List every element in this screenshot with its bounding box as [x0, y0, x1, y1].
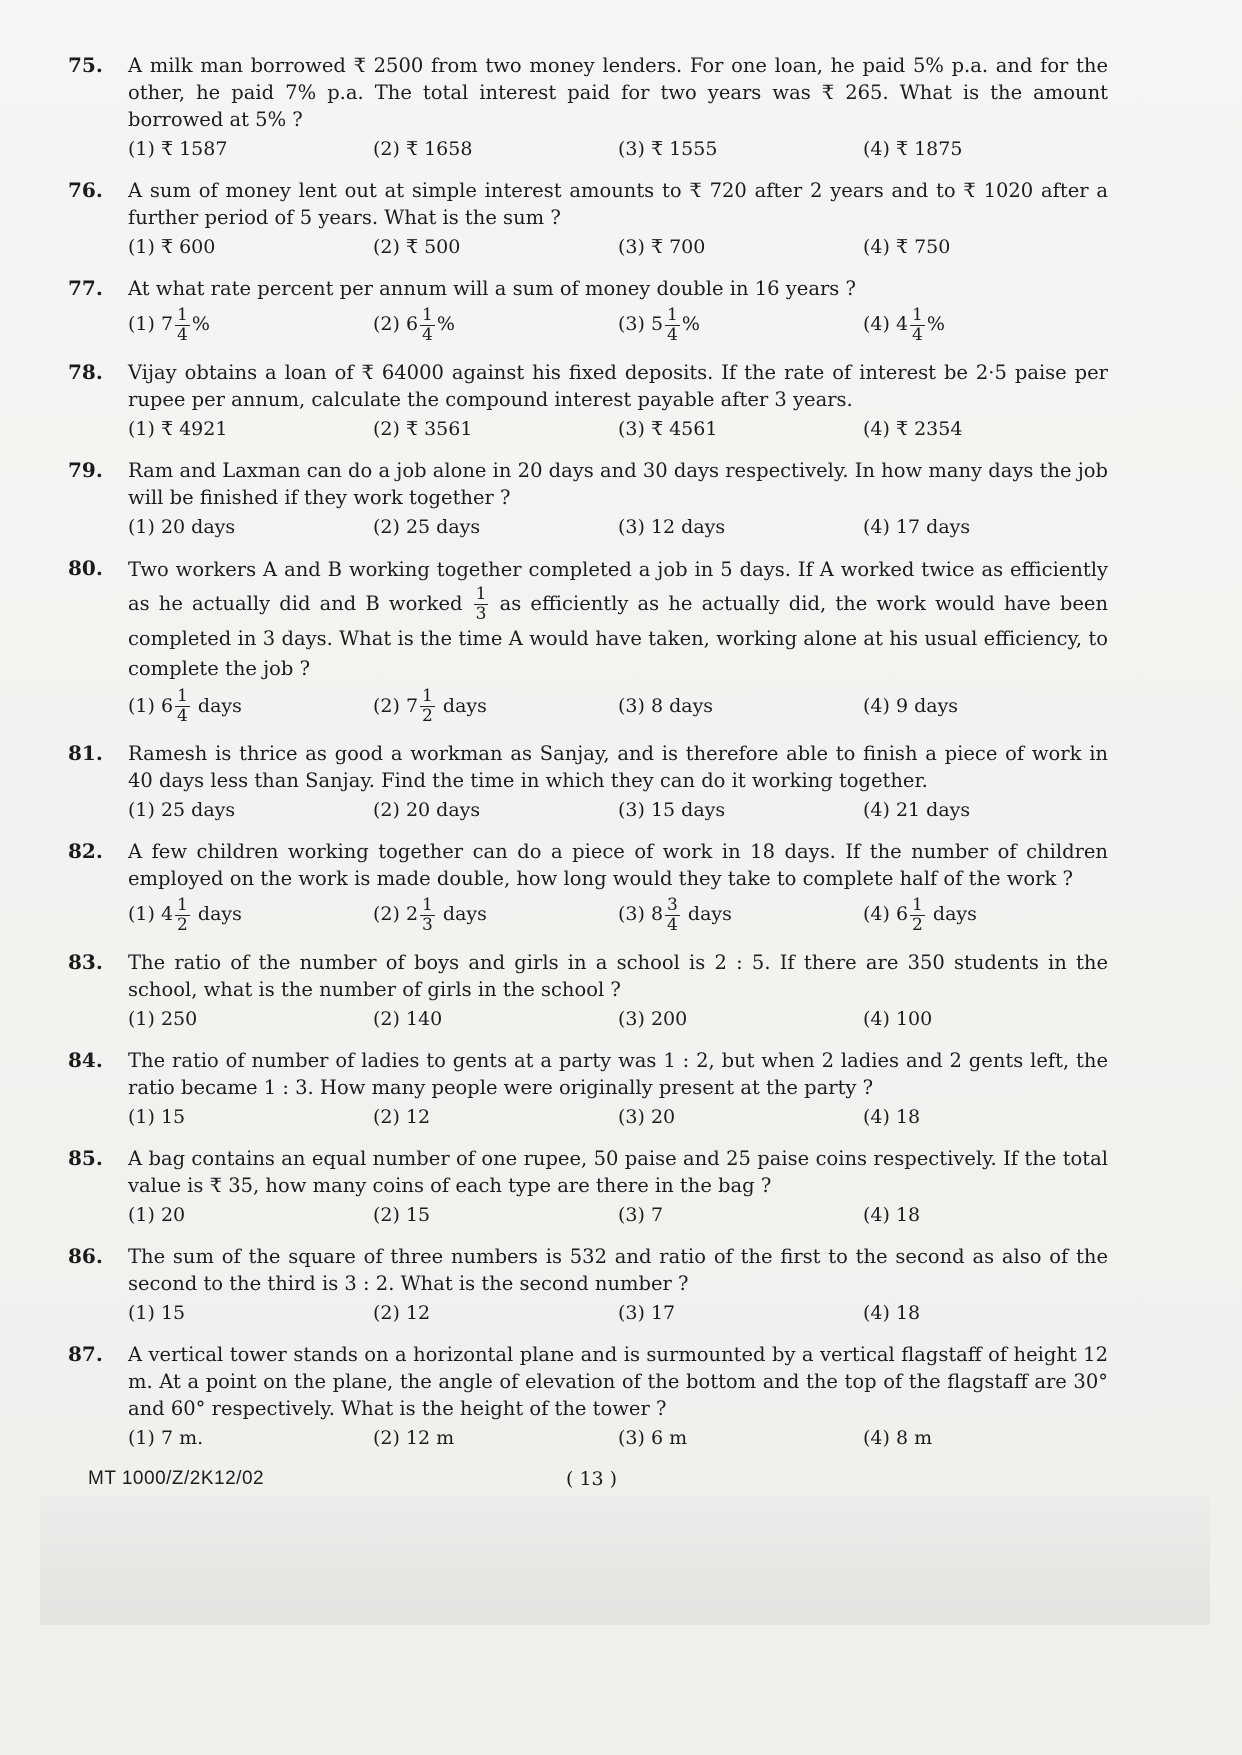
question-80 — [68, 555, 1108, 727]
question-number: 79. — [68, 457, 103, 482]
option-3: (3) 6 m — [618, 1426, 688, 1449]
denominator: 2 — [912, 914, 923, 935]
option-3: (3) ₹ 4561 — [618, 417, 718, 440]
option-2: (2) 12 — [373, 1105, 431, 1128]
option-3 — [618, 304, 863, 345]
option-whole: (3) 5 — [618, 313, 664, 335]
denominator: 4 — [912, 324, 923, 345]
option-2: (2) 20 days — [373, 799, 481, 821]
option-3: (3) 20 — [618, 1105, 676, 1128]
option-1: (1) 7 m. — [128, 1426, 204, 1449]
question-text: The sum of the square of three numbers is 532 and ratio of the first to the second as also of the second to the third is 3 : 2. What is the second number ? — [128, 1244, 1108, 1295]
option-1: (1) 20 — [128, 1203, 186, 1226]
option-4: (4) 18 — [863, 1203, 921, 1226]
option-1 — [128, 894, 373, 935]
option-2: (2) 25 days — [373, 515, 481, 538]
question-number: 82. — [68, 839, 103, 863]
question-number: 77. — [68, 276, 103, 300]
options-row — [128, 686, 1108, 727]
option-3: (3) 15 days — [618, 799, 726, 821]
option-1: (1) 15 — [128, 1301, 186, 1324]
option-unit: % — [926, 313, 945, 335]
option-2 — [373, 686, 618, 727]
option-whole: (2) 6 — [373, 313, 419, 335]
question-text: Ram and Laxman can do a job alone in 20 days and 30 days respectively. In how many days the job will be finished if they work together ? — [128, 458, 1108, 509]
page-number: ( 13 ) — [566, 1468, 618, 1490]
option-1 — [128, 686, 373, 727]
option-4: (4) 18 — [863, 1301, 921, 1324]
question-number: 75. — [68, 53, 103, 77]
question-text: Vijay obtains a loan of ₹ 64000 against his fixed deposits. If the rate of interest be 2·5 paise per rupee per annum, calculate the compound interest payable after 3 years. — [128, 360, 1108, 411]
option-4: (4) 17 days — [863, 515, 971, 538]
question-text: A vertical tower stands on a horizontal plane and is surmounted by a vertical flagstaff of height 12 m. At a point on the plane, the angle of elevation of the bottom and the top of the flagstaff are 30° and 60° respectively. What is the height of the tower ? — [128, 1342, 1108, 1420]
fraction — [910, 306, 925, 345]
option-whole: (1) 7 — [128, 313, 174, 335]
option-3: (3) 7 — [618, 1203, 664, 1226]
question-number: 76. — [68, 178, 103, 202]
question-text — [128, 555, 1108, 684]
option-unit: % — [436, 313, 455, 335]
numerator: 1 — [177, 686, 188, 706]
numerator: 1 — [912, 304, 923, 325]
denominator: 3 — [475, 603, 487, 624]
option-unit: days — [436, 903, 487, 925]
numerator: 1 — [422, 304, 433, 325]
fraction — [175, 896, 190, 935]
question-number: 87. — [68, 1341, 103, 1366]
options-row — [128, 894, 1108, 935]
question-number: 83. — [68, 949, 103, 974]
denominator: 4 — [422, 324, 433, 345]
option-1: (1) 20 days — [128, 515, 236, 538]
numerator: 1 — [422, 686, 433, 706]
question-82 — [68, 838, 1108, 935]
question-86 — [68, 1243, 1108, 1327]
denominator: 4 — [177, 706, 188, 726]
option-2 — [373, 304, 618, 345]
question-number: 86. — [68, 1243, 103, 1268]
question-text: Ramesh is thrice as good a workman as Sanjay, and is therefore able to finish a piece of work in 40 days less than Sanjay. Find the time in which they can do it working together. — [128, 742, 1108, 792]
numerator: 1 — [177, 894, 188, 915]
option-whole: (1) 6 — [128, 694, 174, 717]
question-number: 85. — [68, 1145, 103, 1170]
option-4: (4) ₹ 1875 — [863, 138, 963, 160]
option-1: (1) 250 — [128, 1007, 198, 1030]
options-row — [128, 135, 1108, 163]
option-3: (3) ₹ 1555 — [618, 138, 718, 160]
option-unit: days — [681, 903, 732, 925]
options-row — [128, 1424, 1108, 1452]
option-4: (4) 100 — [863, 1007, 933, 1030]
fraction — [665, 896, 680, 935]
option-1: (1) 25 days — [128, 799, 236, 821]
question-81 — [68, 740, 1108, 824]
option-1: (1) ₹ 4921 — [128, 417, 228, 440]
question-77 — [68, 275, 1108, 345]
option-2: (2) ₹ 1658 — [373, 138, 473, 160]
option-whole: (1) 4 — [128, 903, 174, 925]
numerator: 1 — [177, 304, 188, 325]
option-4: (4) ₹ 2354 — [863, 417, 963, 440]
option-whole: (4) 6 — [863, 903, 909, 925]
question-87 — [68, 1341, 1108, 1452]
question-84 — [68, 1047, 1108, 1131]
question-text: A bag contains an equal number of one rupee, 50 paise and 25 paise coins respectively. If the total value is ₹ 35, how many coins of each type are there in the bag ? — [128, 1146, 1108, 1197]
option-3: (3) 200 — [618, 1007, 688, 1030]
option-1 — [128, 304, 373, 345]
question-79 — [68, 457, 1108, 541]
option-whole: (2) 2 — [373, 903, 419, 925]
option-4: (4) ₹ 750 — [863, 236, 951, 258]
denominator: 2 — [422, 706, 433, 726]
scan-bleed-area — [40, 1495, 1210, 1625]
question-text: The ratio of number of ladies to gents at a party was 1 : 2, but when 2 ladies and 2 gents left, the ratio became 1 : 3. How many people were originally present at the party ? — [128, 1048, 1108, 1099]
question-78 — [68, 359, 1108, 443]
numerator: 1 — [422, 894, 433, 915]
numerator: 1 — [667, 304, 678, 325]
option-unit: % — [681, 313, 700, 335]
question-text: The ratio of the number of boys and girls in a school is 2 : 5. If there are 350 students in the school, what is the number of girls in the school ? — [128, 950, 1108, 1001]
denominator: 4 — [667, 914, 678, 935]
fraction — [175, 687, 190, 726]
option-3: (3) ₹ 700 — [618, 236, 706, 258]
question-text: At what rate percent per annum will a sum of money double in 16 years ? — [128, 277, 856, 300]
option-2: (2) 12 m — [373, 1426, 455, 1449]
option-3 — [618, 894, 863, 935]
question-75 — [68, 52, 1108, 163]
question-83 — [68, 949, 1108, 1033]
options-row — [128, 1005, 1108, 1033]
denominator: 4 — [177, 324, 188, 345]
options-row — [128, 513, 1108, 541]
paper-code: MT 1000/Z/2K12/02 — [88, 1468, 265, 1489]
question-list — [68, 52, 1108, 1466]
question-text: A few children working together can do a piece of work in 18 days. If the number of children employed on the work is made double, how long would they take to complete half of the work ? — [128, 840, 1108, 890]
option-2: (2) ₹ 500 — [373, 236, 461, 258]
question-85 — [68, 1145, 1108, 1229]
question-76 — [68, 177, 1108, 261]
option-4: (4) 8 m — [863, 1426, 933, 1449]
fraction — [474, 585, 489, 624]
option-unit: days — [191, 694, 242, 717]
fraction — [420, 306, 435, 345]
question-number: 80. — [68, 555, 103, 580]
option-3: (3) 8 days — [618, 694, 714, 717]
numerator: 3 — [667, 894, 678, 915]
question-text: A sum of money lent out at simple interest amounts to ₹ 720 after 2 years and to ₹ 1020 after a further period of 5 years. What is the sum ? — [128, 179, 1108, 229]
option-1: (1) 15 — [128, 1105, 186, 1128]
options-row — [128, 1201, 1108, 1229]
option-unit: days — [191, 903, 242, 925]
fraction — [175, 306, 190, 345]
option-unit: % — [191, 313, 210, 335]
option-unit: days — [436, 694, 487, 717]
option-1: (1) ₹ 1587 — [128, 138, 228, 160]
numerator: 1 — [475, 583, 487, 604]
options-row — [128, 1299, 1108, 1327]
question-text-part: as efficiently as he actually did, the work would have been completed in 3 days. What is the time A would have taken, working alone at his usual efficiency, to complete the job ? — [128, 591, 1108, 680]
option-whole: (3) 8 — [618, 903, 664, 925]
fraction — [665, 306, 680, 345]
options-row — [128, 415, 1108, 443]
option-2: (2) ₹ 3561 — [373, 417, 473, 440]
option-4 — [863, 894, 1063, 935]
denominator: 3 — [422, 914, 433, 935]
question-number: 84. — [68, 1047, 103, 1072]
question-text: A milk man borrowed ₹ 2500 from two money lenders. For one loan, he paid 5% p.a. and for the other, he paid 7% p.a. The total interest paid for two years was ₹ 265. What is the amount borrowed at 5% ? — [128, 54, 1108, 131]
option-4: (4) 9 days — [863, 694, 959, 717]
option-3: (3) 17 — [618, 1301, 676, 1324]
option-2: (2) 12 — [373, 1301, 431, 1324]
options-row — [128, 1103, 1108, 1131]
option-4: (4) 18 — [863, 1105, 921, 1128]
option-whole: (2) 7 — [373, 694, 419, 717]
question-number: 78. — [68, 359, 103, 384]
fraction — [420, 896, 435, 935]
options-row — [128, 796, 1108, 824]
option-2: (2) 140 — [373, 1007, 443, 1030]
numerator: 1 — [912, 894, 923, 915]
option-4: (4) 21 days — [863, 799, 971, 821]
options-row — [128, 233, 1108, 261]
fraction — [420, 687, 435, 726]
denominator: 2 — [177, 914, 188, 935]
option-1: (1) ₹ 600 — [128, 236, 216, 258]
question-text-part: Two workers A and B working together completed a job in 5 days. If A worked twice as efficiently as he actually did and B worked — [128, 557, 1108, 615]
option-2 — [373, 894, 618, 935]
option-3: (3) 12 days — [618, 515, 726, 538]
option-unit: days — [926, 903, 977, 925]
option-whole: (4) 4 — [863, 313, 909, 335]
options-row — [128, 304, 1108, 345]
fraction — [910, 896, 925, 935]
question-number: 81. — [68, 741, 103, 765]
denominator: 4 — [667, 324, 678, 345]
option-2: (2) 15 — [373, 1203, 431, 1226]
option-4 — [863, 304, 1063, 345]
